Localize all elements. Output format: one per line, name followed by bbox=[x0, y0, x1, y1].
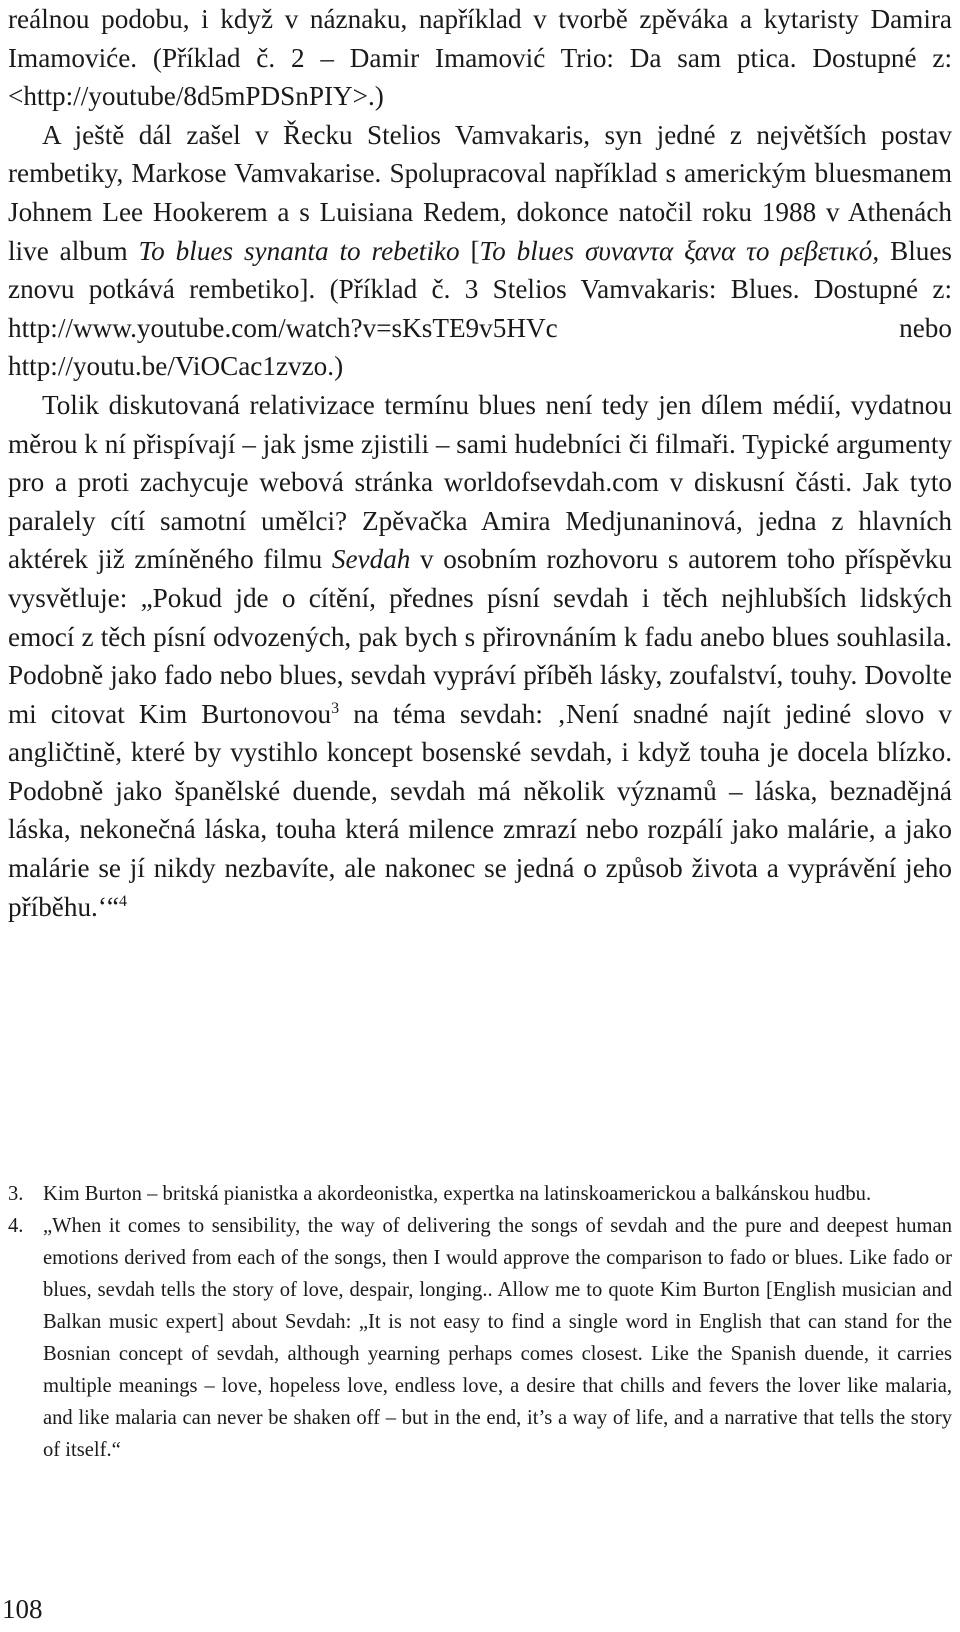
paragraph-3-segment: v osobním rozhovoru s autorem toho příspěvku vysvětluje: „Pokud jde o cítění, přednes písní sevdah i těch nejhlubších lidských emocí z těch písní odvozených, pak bych s přirovnáním k fadu anebo blues souhlasila. Podobně jako fado nebo blues, sevdah vypráví příběh lásky, zoufalství, touhy. Dovolte mi citovat Kim Burtonovou bbox=[8, 544, 952, 729]
film-title: Sevdah bbox=[331, 544, 411, 575]
paragraph-1-segment: reálnou podobu, i když v náznaku, například v tvorbě zpěváka a kytaristy Damira Imamoviće. (Příklad č. 2 – Damir Imamović Trio: Da sam ptica. Dostupné z: <http://youtube/8d5mPDSnPIY>.) bbox=[8, 4, 952, 112]
footnote-text: „When it comes to sensibility, the way of delivering the songs of sevdah and the pure and deepest human emotions derived from each of the songs, then I would approve the comparison to fado or blues. Like fado or blues, sevdah tells the story of love, despair, longing.. Allow me to quote Kim Burton [English musician and Balkan music expert] about Sevdah: „It is not easy to find a single word in English that can stand for the Bosnian concept of sevdah, although yearning perhaps comes closest. Like the Spanish duende, it carries multiple meanings – love, hopeless love, endless love, a desire that chills and fevers the lover like malaria, and like malaria can never be shaken off – but in the end, it’s a way of life, and a narrative that tells the story of itself.“ bbox=[43, 1215, 952, 1461]
paragraph-3-segment: Tolik diskutovaná relativizace termínu blues není tedy jen dílem médií, vydatnou měrou k ní přispívají – jak jsme zjistili – sami hudebníci či filmaři. Typické argumenty pro a proti zachycuje webová stránka worldofsevdah.com v diskusní části. Jak tyto paralely cítí samotní umělci? Zpěvačka Amira Medjunaninová, jedna z hlavních aktérek již zmíněného filmu bbox=[8, 389, 952, 575]
footnotes bbox=[8, 1178, 952, 1466]
album-title-greek: To blues συναντα ξανα το ρεβετικό, bbox=[479, 235, 880, 266]
page-number: 108 bbox=[2, 1594, 43, 1624]
footnote-3 bbox=[8, 1178, 952, 1210]
footnote-reference-4[interactable]: 4 bbox=[118, 892, 127, 910]
paragraph-2 bbox=[8, 116, 952, 386]
paragraph-3 bbox=[8, 386, 952, 926]
footnote-4 bbox=[8, 1210, 952, 1466]
paragraph-2-segment: A ještě dál zašel v Řecku Stelios Vamvakaris, syn jedné z největších postav rembetiky, Markose Vamvakarise. Spolupracoval například s americkým bluesmanem Johnem Lee Hookerem a s Luisiana Redem, dokonce natočil roku 1988 v Athenách live album bbox=[8, 119, 952, 266]
footnote-number: 4. bbox=[8, 1215, 24, 1237]
footnote-reference-3[interactable]: 3 bbox=[331, 699, 340, 717]
album-title-latin: To blues synanta to rebetiko bbox=[138, 235, 460, 266]
footnote-text: Kim Burton – britská pianistka a akordeonistka, expertka na latinskoamerickou a balkánskou hudbu. bbox=[43, 1183, 872, 1205]
paragraph-3-segment: na téma sevdah: ‚Není snadné najít jediné slovo v angličtině, které by vystihlo koncept bosenské sevdah, i když touha je docela blízko. Podobně jako španělské duende, sevdah má několik významů – láska, beznadějná láska, nekonečná láska, touha která milence zmrazí nebo rozpálí jako malárie, a jako malárie se jí nikdy nezbavíte, ale nakonec se jedná o způsob života a vyprávění jeho příběhu.‘“ bbox=[8, 698, 952, 922]
paragraph-2-segment: [ bbox=[459, 235, 480, 266]
paragraph-1 bbox=[8, 0, 952, 116]
paragraph-2-segment: Blues znovu potkává rembetiko]. (Příklad č. 3 Stelios Vamvakaris: Blues. Dostupné z: http://www.youtube.com/watch?v=sKsTE9v5HVc nebo http://youtu.be/ViOCac1zvzo.) bbox=[8, 235, 952, 382]
body-text bbox=[8, 0, 952, 926]
footnote-number: 3. bbox=[8, 1183, 24, 1205]
